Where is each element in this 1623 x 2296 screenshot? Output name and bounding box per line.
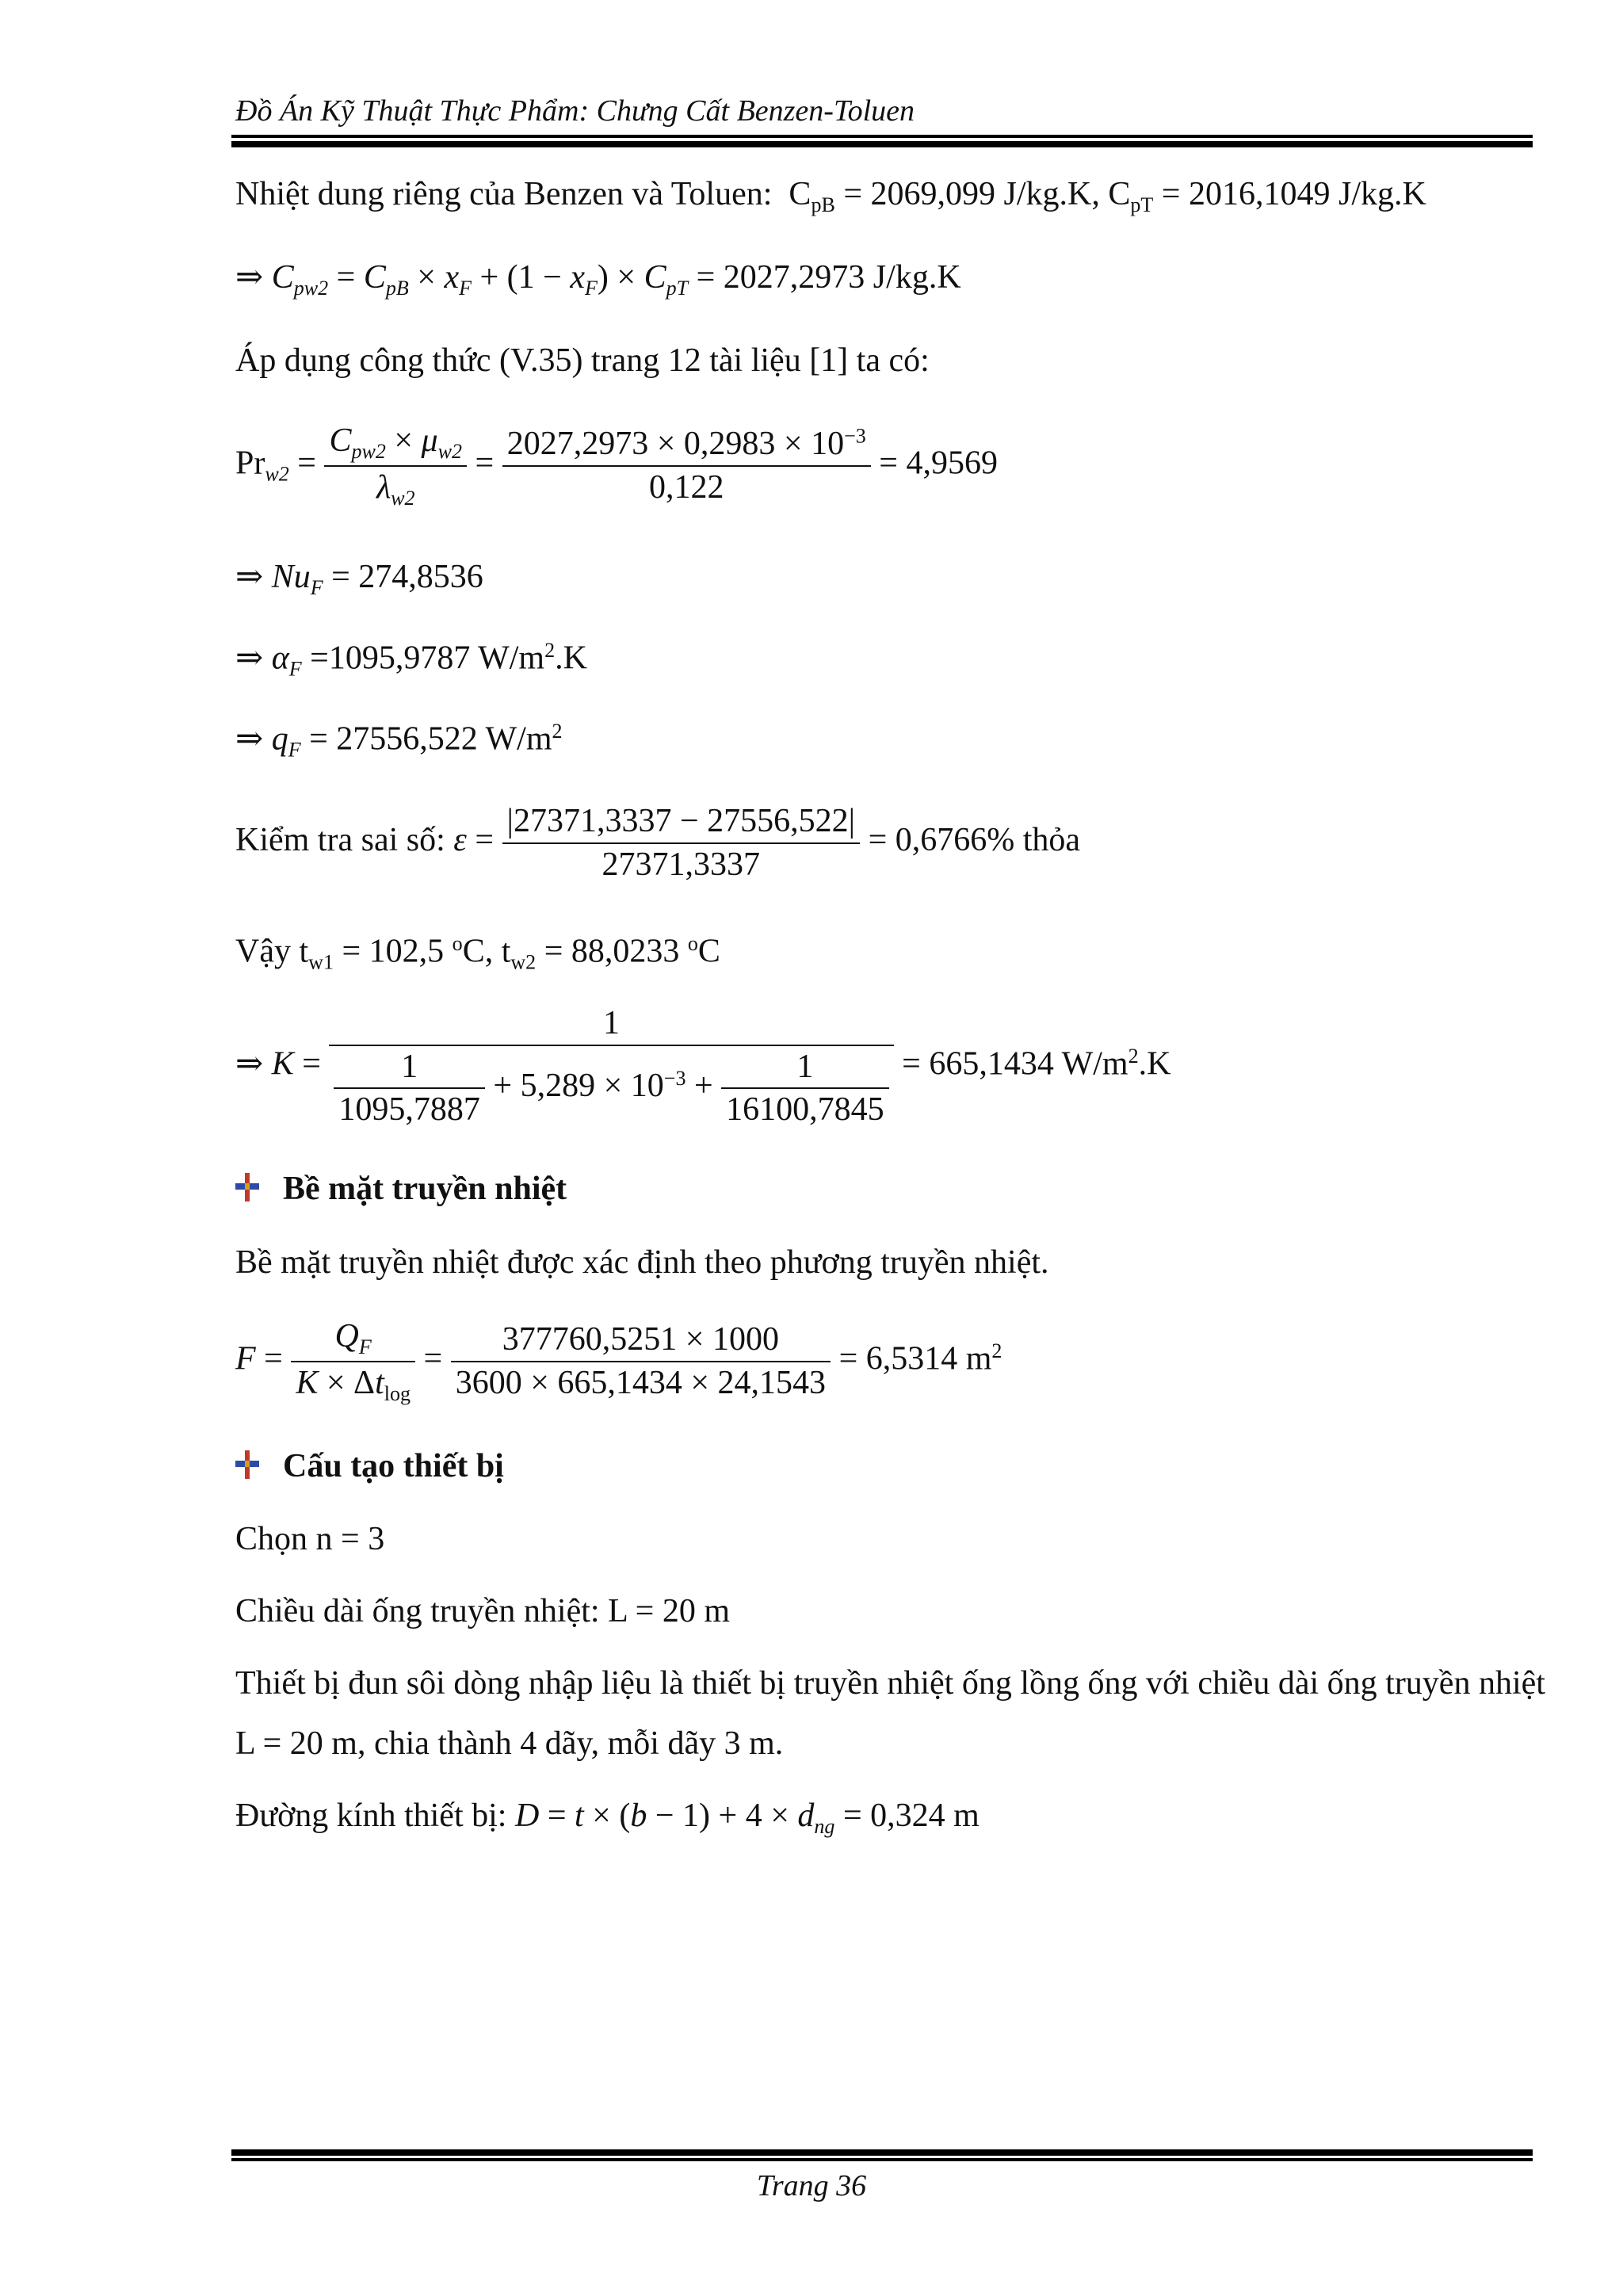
diameter-equation: Đường kính thiết bị: $D = t \times (b - 1) + 4 \times d_{ng} = 0,324$ m bbox=[235, 1797, 980, 1839]
wall-temperatures-line: Vậy $t_{w1} = 102,5$ $^o$C, $t_{w2} = 88,0233$ $^o$C bbox=[235, 932, 720, 974]
tw1-unit: C bbox=[462, 933, 485, 970]
alpha-unit-tail: .K bbox=[555, 640, 587, 677]
formula-reference-text: Áp dụng công thức (V.35) trang 12 tài liệu [1] ta có: bbox=[235, 342, 930, 379]
cpb-symbol: C bbox=[789, 176, 812, 212]
alpha-result: =1095,9787 W/m bbox=[310, 640, 545, 677]
heading-device-structure: Cấu tạo thiết bị bbox=[283, 1448, 504, 1484]
pr-numerator: 2027,2973 × 0,2983 × 10 bbox=[506, 426, 845, 463]
cpw2-result: = 2027,2973 J/kg.K bbox=[696, 259, 961, 296]
header-rule-thick bbox=[231, 135, 1533, 138]
error-numerator: 27371,3337 − 27556,522 bbox=[513, 803, 849, 839]
device-description-line2: L = 20 m, chia thành 4 dãy, mỗi dãy 3 m. bbox=[235, 1725, 784, 1762]
k-middle-exponent: −3 bbox=[663, 1066, 686, 1090]
k-result: = 665,1434 W/m bbox=[902, 1045, 1128, 1083]
surface-area-equation: F = $\frac{Q_F}{K \times \Delta t_{log}}$ = $\frac{377760,5251 \times 1000}{3600 \times 665,1434 \times 24,1543}$ = 6,5314 $m^2$ bbox=[235, 1316, 1002, 1407]
k-middle-term: + 5,289 × 10 bbox=[484, 1067, 664, 1104]
tube-length-text: Chiều dài ống truyền nhiệt: L = 20 m bbox=[235, 1593, 731, 1629]
page-number: Trang 36 bbox=[756, 2169, 867, 2202]
footer-rule-bold bbox=[231, 2149, 1533, 2156]
nusselt-equation: ⇒ $Nu_F = 274,8536$ bbox=[235, 559, 483, 600]
tw2-value: = 88,0233 bbox=[536, 933, 688, 970]
header-rule-bold bbox=[231, 141, 1533, 147]
tw1-subscript: w1 bbox=[308, 950, 334, 974]
cpb-value: = 2069,099 J/kg.K, bbox=[834, 176, 1109, 212]
footer-rule-thin bbox=[231, 2158, 1533, 2161]
pr-denominator: 0,122 bbox=[649, 468, 724, 506]
f-denominator: 3600 × 665,1434 × 24,1543 bbox=[455, 1364, 827, 1401]
diameter-result: = 0,324 m bbox=[842, 1797, 980, 1834]
temp-line-prefix: Vậy t bbox=[235, 933, 309, 970]
pr-result: = 4,9569 bbox=[879, 445, 998, 482]
choose-n-text: Chọn n = 3 bbox=[235, 1521, 385, 1557]
cpb-subscript: pB bbox=[811, 193, 835, 217]
cpt-subscript: pT bbox=[1130, 193, 1154, 217]
tw2-unit: C bbox=[697, 933, 720, 970]
tw2-subscript: w2 bbox=[510, 950, 537, 974]
section-bullet-icon bbox=[235, 1450, 259, 1479]
k-unit-tail: .K bbox=[1138, 1045, 1171, 1083]
f-numerator: 377760,5251 × 1000 bbox=[451, 1319, 831, 1362]
device-description-line1: Thiết bị đun sôi dòng nhập liệu là thiết bị truyền nhiệt ống lồng ống với chiều dài ống truyền nhiệt bbox=[235, 1665, 1545, 1702]
heading-heat-transfer-surface: Bề mặt truyền nhiệt bbox=[283, 1171, 567, 1207]
surface-description: Bề mặt truyền nhiệt được xác định theo phương truyền nhiệt. bbox=[235, 1244, 1049, 1281]
heat-capacity-line bbox=[235, 174, 1426, 217]
prandtl-equation: $Pr_{w2}$ = $\frac{C_{pw2} \times \mu_{w2}}{\lambda_{w2}}$ = $\frac{2027,2973 \times 0,2983 \times 10^{-3}}{0,122}$ = 4,9569 bbox=[235, 420, 998, 511]
section-bullet-icon bbox=[235, 1173, 259, 1201]
diameter-label: Đường kính thiết bị: bbox=[235, 1797, 507, 1834]
tw1-degree: o bbox=[452, 932, 463, 955]
cpw2-equation: ⇒ $C_{pw2} = C_{pB} \times x_F + (1 - x_F) \times C_{pT} = 2027,2973$ J/kg.K bbox=[235, 259, 961, 300]
error-result: = 0,6766% thỏa bbox=[868, 822, 1081, 859]
q-result: = 27556,522 W/m bbox=[309, 720, 552, 758]
heat-flux-equation: ⇒ $q_F = 27556,522$ $W/m^2$ bbox=[235, 720, 563, 762]
alpha-equation: ⇒ $\alpha_F =1095,9787$ $W/m^2.K$ bbox=[235, 639, 587, 681]
error-denominator: 27371,3337 bbox=[601, 846, 761, 883]
error-label: Kiểm tra sai số: bbox=[235, 822, 445, 859]
cpt-value: = 2016,1049 J/kg.K bbox=[1153, 176, 1426, 212]
tw2-degree: o bbox=[687, 932, 698, 955]
heat-capacity-text: Nhiệt dung riêng của Benzen và Toluen: bbox=[235, 176, 773, 212]
error-check-equation: Kiểm tra sai số: ε = $\frac{|27371,3337 - 27556,522|}{27371,3337}$ = 0,6766% thỏa bbox=[235, 800, 1080, 885]
k-frac1-denominator: 1095,7887 bbox=[338, 1091, 480, 1128]
f-result: = 6,5314 m bbox=[838, 1340, 992, 1377]
tw1-value: = 102,5 bbox=[333, 933, 453, 970]
page-header-title: Đồ Án Kỹ Thuật Thực Phẩm: Chưng Cất Benzen-Toluen bbox=[235, 94, 915, 128]
k-frac2-denominator: 16100,7845 bbox=[726, 1091, 884, 1128]
k-coefficient-equation: ⇒ K = 1 $\frac{1}{1095,7887}$ + $5,289 \times 10^{-3}$ + $\frac{1}{16100,7845}$ = 665,1434 $W/m^2.K$ bbox=[235, 1003, 1170, 1131]
cpt-symbol: C bbox=[1108, 176, 1131, 212]
nu-result: = 274,8536 bbox=[331, 559, 483, 595]
k-numerator: 1 bbox=[329, 1003, 893, 1046]
pr-exponent: −3 bbox=[844, 424, 866, 448]
